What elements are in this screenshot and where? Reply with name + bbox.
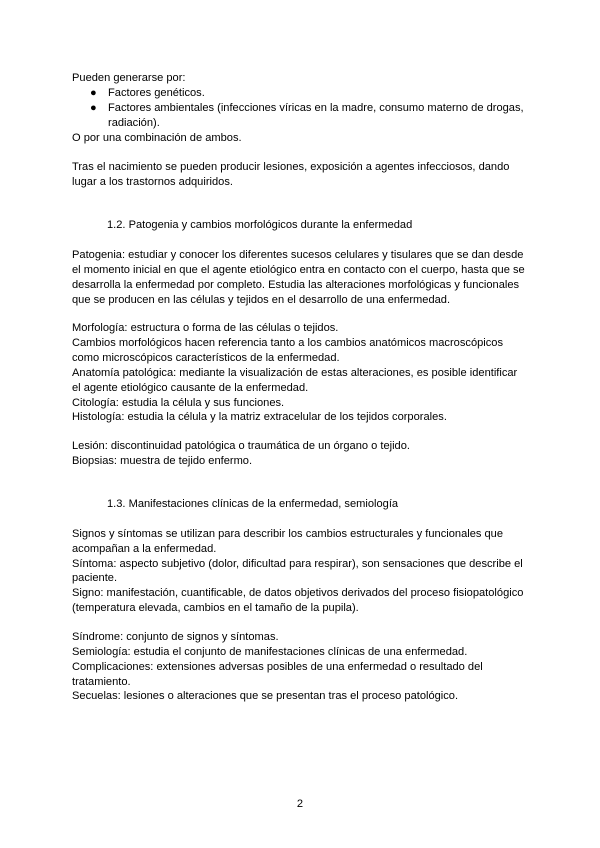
sindrome-line: Síndrome: conjunto de signos y síntomas. xyxy=(72,631,279,643)
signos-line: Signo: manifestación, cuantificable, de datos objetivos derivados del proceso fisiopatológico xyxy=(72,587,524,599)
signos-line: paciente. xyxy=(72,572,118,584)
section-heading-1-3: 1.3. Manifestaciones clínicas de la enfermedad, semiología xyxy=(107,498,399,510)
morfologia-line: Histología: estudia la célula y la matriz extracelular de los tejidos corporales. xyxy=(72,411,447,423)
patogenia-line: desarrolla la enfermedad por completo. Estudia las alteraciones morfológicas y funcionales xyxy=(72,279,520,291)
patogenia-line: el momento inicial en que el agente etiológico entra en contacto con el cuerpo, hasta que se xyxy=(72,264,525,276)
intro-combo: O por una combinación de ambos. xyxy=(72,132,242,144)
morfologia-line: Citología: estudia la célula y sus funciones. xyxy=(72,397,285,409)
sindrome-line: tratamiento. xyxy=(72,676,131,688)
bullet-item: Factores ambientales (infecciones víricas en la madre, consumo materno de drogas, xyxy=(108,102,524,114)
signos-line: Signos y síntomas se utilizan para describir los cambios estructurales y funcionales que xyxy=(72,528,504,540)
morfologia-line: Anatomía patológica: mediante la visualización de estas alteraciones, es posible identificar xyxy=(72,367,518,379)
lesion-line: Biopsias: muestra de tejido enfermo. xyxy=(72,455,253,467)
morfologia-line: como microscópicos característicos de la enfermedad. xyxy=(72,352,340,364)
signos-line: (temperatura elevada, cambios en el tamaño de la pupila). xyxy=(72,602,359,614)
sindrome-line: Secuelas: lesiones o alteraciones que se presentan tras el proceso patológico. xyxy=(72,690,459,702)
section-heading-1-2: 1.2. Patogenia y cambios morfológicos durante la enfermedad xyxy=(107,219,413,231)
intro-lead: Pueden generarse por: xyxy=(72,72,186,84)
morfologia-line: Cambios morfológicos hacen referencia tanto a los cambios anatómicos macroscópicos xyxy=(72,337,504,349)
patogenia-line: que se producen en las células y tejidos en el desarrollo de una enfermedad. xyxy=(72,294,451,306)
post-birth-line: lugar a los trastornos adquiridos. xyxy=(72,176,233,188)
lesion-line: Lesión: discontinuidad patológica o traumática de un órgano o tejido. xyxy=(72,440,410,452)
signos-line: Síntoma: aspecto subjetivo (dolor, dificultad para respirar), son sensaciones que describe el xyxy=(72,558,523,570)
bullet-dot: ● xyxy=(90,87,97,99)
page-number: 2 xyxy=(296,798,304,810)
sindrome-line: Complicaciones: extensiones adversas posibles de una enfermedad o resultado del xyxy=(72,661,483,673)
bullet-dot: ● xyxy=(90,102,97,114)
signos-line: acompañan a la enfermedad. xyxy=(72,543,217,555)
post-birth-line: Tras el nacimiento se pueden producir lesiones, exposición a agentes infecciosos, dando xyxy=(72,161,510,173)
morfologia-line: el agente etiológico causante de la enfermedad. xyxy=(72,382,309,394)
sindrome-line: Semiología: estudia el conjunto de manifestaciones clínicas de una enfermedad. xyxy=(72,646,468,658)
bullet-item: Factores genéticos. xyxy=(108,87,205,99)
morfologia-line: Morfología: estructura o forma de las células o tejidos. xyxy=(72,322,339,334)
patogenia-line: Patogenia: estudiar y conocer los diferentes sucesos celulares y tisulares que se dan desde xyxy=(72,249,524,261)
bullet-item-continuation: radiación). xyxy=(108,117,160,129)
